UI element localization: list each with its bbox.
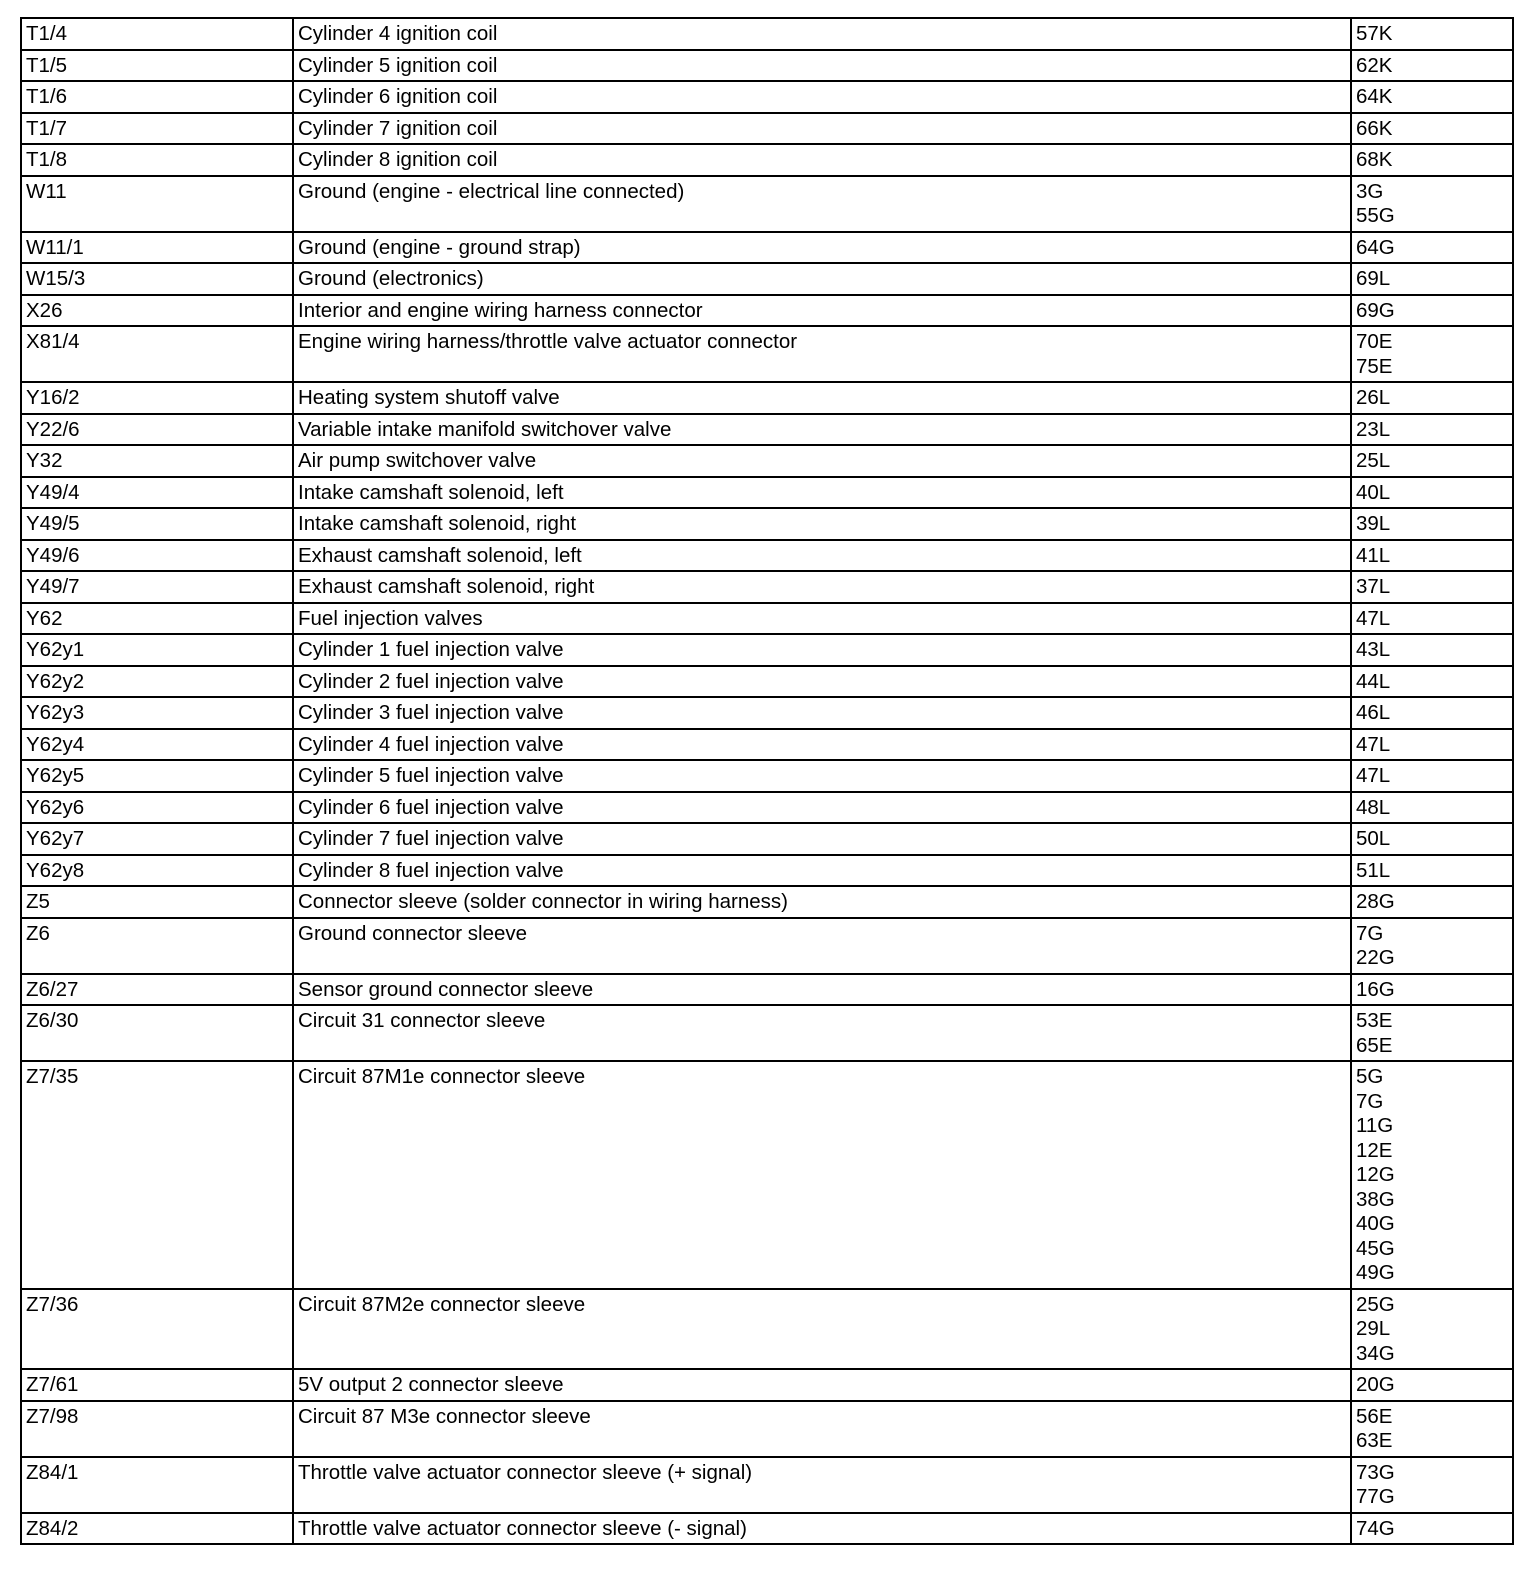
- component-code-cell: T1/6: [21, 81, 293, 113]
- table-row: [21, 729, 1513, 761]
- grid-reference-cell: [1351, 263, 1513, 295]
- table-row: [21, 974, 1513, 1006]
- component-description-cell: Air pump switchover valve: [293, 445, 1351, 477]
- component-description-cell: Intake camshaft solenoid, right: [293, 508, 1351, 540]
- table-row: [21, 1513, 1513, 1545]
- component-description-cell: Ground connector sleeve: [293, 918, 1351, 974]
- grid-reference: 70E: [1356, 330, 1393, 353]
- table-row: [21, 477, 1513, 509]
- grid-reference-cell: [1351, 18, 1513, 50]
- component-description-cell: Cylinder 6 fuel injection valve: [293, 792, 1351, 824]
- component-code-cell: Y62: [21, 603, 293, 635]
- grid-reference: 44L: [1356, 669, 1391, 693]
- component-description-cell: Ground (electronics): [293, 263, 1351, 295]
- component-code-cell: Z7/35: [21, 1061, 293, 1289]
- component-code-cell: Y49/5: [21, 508, 293, 540]
- grid-reference: 40L: [1356, 480, 1391, 504]
- grid-reference: 51L: [1356, 858, 1391, 882]
- table-row: [21, 326, 1513, 382]
- grid-reference: 62K: [1356, 53, 1393, 77]
- grid-reference: 12E: [1356, 1138, 1393, 1162]
- grid-reference-cell: [1351, 540, 1513, 572]
- grid-reference-cell: [1351, 414, 1513, 446]
- grid-reference: 69G: [1356, 298, 1395, 322]
- component-description-cell: Cylinder 7 fuel injection valve: [293, 823, 1351, 855]
- component-code-cell: T1/5: [21, 50, 293, 82]
- grid-reference: 53E: [1356, 1009, 1393, 1032]
- table-row: [21, 855, 1513, 887]
- grid-reference-cell: [1351, 1513, 1513, 1545]
- component-code-cell: Z7/61: [21, 1369, 293, 1401]
- table-row: [21, 50, 1513, 82]
- grid-reference: 37L: [1356, 575, 1391, 598]
- component-code-cell: Z6/30: [21, 1005, 293, 1061]
- grid-reference: 28G: [1356, 890, 1395, 913]
- component-description-cell: Circuit 31 connector sleeve: [293, 1005, 1351, 1061]
- grid-reference-cell: [1351, 295, 1513, 327]
- table-row: [21, 697, 1513, 729]
- grid-reference-cell: [1351, 729, 1513, 761]
- grid-reference: 64G: [1356, 235, 1395, 259]
- grid-reference: 65E: [1356, 1033, 1393, 1057]
- grid-reference: 77G: [1356, 1485, 1395, 1508]
- grid-reference-cell: [1351, 144, 1513, 176]
- grid-reference-cell: [1351, 918, 1513, 974]
- component-description-cell: Exhaust camshaft solenoid, right: [293, 571, 1351, 603]
- component-code-cell: W11: [21, 176, 293, 232]
- table-row: [21, 823, 1513, 855]
- component-code-cell: T1/8: [21, 144, 293, 176]
- component-description-cell: Variable intake manifold switchover valve: [293, 414, 1351, 446]
- grid-reference: 56E: [1356, 1404, 1393, 1428]
- table-row: [21, 232, 1513, 264]
- grid-reference: 16G: [1356, 977, 1395, 1001]
- grid-reference: 49G: [1356, 1261, 1395, 1284]
- component-code-cell: Z5: [21, 886, 293, 918]
- component-description-cell: Cylinder 5 fuel injection valve: [293, 760, 1351, 792]
- component-code-cell: Y62y7: [21, 823, 293, 855]
- grid-reference: 39L: [1356, 512, 1391, 535]
- component-description-cell: Connector sleeve (solder connector in wiring harness): [293, 886, 1351, 918]
- table-row: [21, 1369, 1513, 1401]
- component-code-cell: Y32: [21, 445, 293, 477]
- component-code-cell: Z6/27: [21, 974, 293, 1006]
- grid-reference: 7G: [1356, 1089, 1384, 1113]
- grid-reference: 46L: [1356, 701, 1391, 724]
- table-row: [21, 634, 1513, 666]
- grid-reference-cell: [1351, 326, 1513, 382]
- table-row: [21, 760, 1513, 792]
- component-code-cell: Y62y6: [21, 792, 293, 824]
- table-row: [21, 1061, 1513, 1289]
- grid-reference: 75E: [1356, 354, 1393, 378]
- grid-reference: 41L: [1356, 543, 1391, 567]
- component-code-cell: Y49/4: [21, 477, 293, 509]
- table-row: [21, 113, 1513, 145]
- component-description-cell: Cylinder 5 ignition coil: [293, 50, 1351, 82]
- grid-reference-cell: [1351, 571, 1513, 603]
- table-row: [21, 295, 1513, 327]
- table-row: [21, 886, 1513, 918]
- grid-reference: 23L: [1356, 417, 1391, 441]
- component-description-cell: Interior and engine wiring harness connector: [293, 295, 1351, 327]
- component-description-cell: Heating system shutoff valve: [293, 382, 1351, 414]
- grid-reference-cell: [1351, 445, 1513, 477]
- table-row: [21, 918, 1513, 974]
- component-description-cell: Circuit 87M1e connector sleeve: [293, 1061, 1351, 1289]
- component-description-cell: Engine wiring harness/throttle valve actuator connector: [293, 326, 1351, 382]
- grid-reference: 47L: [1356, 732, 1391, 756]
- table-row: [21, 603, 1513, 635]
- component-description-cell: Cylinder 7 ignition coil: [293, 113, 1351, 145]
- grid-reference: 29L: [1356, 1317, 1391, 1340]
- grid-reference: 73G: [1356, 1460, 1395, 1484]
- component-code-cell: Y62y3: [21, 697, 293, 729]
- component-description-cell: Cylinder 1 fuel injection valve: [293, 634, 1351, 666]
- grid-reference-cell: [1351, 477, 1513, 509]
- component-description-cell: Intake camshaft solenoid, left: [293, 477, 1351, 509]
- grid-reference-cell: [1351, 113, 1513, 145]
- component-description-cell: Circuit 87 M3e connector sleeve: [293, 1401, 1351, 1457]
- component-code-cell: Y49/7: [21, 571, 293, 603]
- grid-reference: 40G: [1356, 1212, 1395, 1235]
- grid-reference: 50L: [1356, 827, 1391, 850]
- component-code-cell: T1/4: [21, 18, 293, 50]
- grid-reference-cell: [1351, 603, 1513, 635]
- table-row: [21, 792, 1513, 824]
- component-code-cell: Z7/36: [21, 1289, 293, 1370]
- grid-reference: 57K: [1356, 22, 1393, 45]
- component-description-cell: Ground (engine - electrical line connected): [293, 176, 1351, 232]
- component-code-cell: Y62y4: [21, 729, 293, 761]
- grid-reference: 7G: [1356, 921, 1384, 945]
- grid-reference: 47L: [1356, 764, 1391, 787]
- component-description-cell: Cylinder 6 ignition coil: [293, 81, 1351, 113]
- component-code-cell: T1/7: [21, 113, 293, 145]
- component-code-cell: W11/1: [21, 232, 293, 264]
- grid-reference: 34G: [1356, 1341, 1395, 1365]
- grid-reference: 3G: [1356, 179, 1384, 203]
- table-row: [21, 1005, 1513, 1061]
- table-row: [21, 1457, 1513, 1513]
- table-body: [21, 18, 1513, 1544]
- component-description-cell: Exhaust camshaft solenoid, left: [293, 540, 1351, 572]
- component-code-cell: W15/3: [21, 263, 293, 295]
- grid-reference: 48L: [1356, 795, 1391, 819]
- grid-reference: 47L: [1356, 606, 1391, 630]
- grid-reference-cell: [1351, 760, 1513, 792]
- component-code-cell: Z84/2: [21, 1513, 293, 1545]
- component-description-cell: 5V output 2 connector sleeve: [293, 1369, 1351, 1401]
- component-description-cell: Cylinder 2 fuel injection valve: [293, 666, 1351, 698]
- component-code-cell: Z84/1: [21, 1457, 293, 1513]
- grid-reference-cell: [1351, 1061, 1513, 1289]
- component-description-cell: Ground (engine - ground strap): [293, 232, 1351, 264]
- grid-reference: 74G: [1356, 1516, 1395, 1540]
- component-description-cell: Cylinder 4 fuel injection valve: [293, 729, 1351, 761]
- table-row: [21, 508, 1513, 540]
- component-code-cell: Z7/98: [21, 1401, 293, 1457]
- table-row: [21, 176, 1513, 232]
- grid-reference-cell: [1351, 855, 1513, 887]
- table-row: [21, 81, 1513, 113]
- component-code-cell: X81/4: [21, 326, 293, 382]
- component-description-cell: Fuel injection valves: [293, 603, 1351, 635]
- grid-reference: 26L: [1356, 386, 1391, 409]
- component-code-cell: Y62y5: [21, 760, 293, 792]
- component-description-cell: Throttle valve actuator connector sleeve (- signal): [293, 1513, 1351, 1545]
- grid-reference: 68K: [1356, 148, 1393, 171]
- grid-reference-cell: [1351, 697, 1513, 729]
- component-description-cell: Circuit 87M2e connector sleeve: [293, 1289, 1351, 1370]
- grid-reference-cell: [1351, 81, 1513, 113]
- component-code-cell: Y49/6: [21, 540, 293, 572]
- component-code-cell: Y62y8: [21, 855, 293, 887]
- component-description-cell: Sensor ground connector sleeve: [293, 974, 1351, 1006]
- grid-reference: 63E: [1356, 1429, 1393, 1452]
- table-row: [21, 382, 1513, 414]
- grid-reference: 64K: [1356, 85, 1393, 108]
- grid-reference: 11G: [1356, 1114, 1394, 1137]
- grid-reference-cell: [1351, 50, 1513, 82]
- table-row: [21, 18, 1513, 50]
- grid-reference-cell: [1351, 1369, 1513, 1401]
- grid-reference: 22G: [1356, 946, 1395, 969]
- grid-reference: 66K: [1356, 116, 1393, 140]
- grid-reference-cell: [1351, 634, 1513, 666]
- grid-reference-cell: [1351, 1457, 1513, 1513]
- grid-reference: 38G: [1356, 1187, 1395, 1211]
- component-description-cell: Cylinder 3 fuel injection valve: [293, 697, 1351, 729]
- component-code-cell: Y16/2: [21, 382, 293, 414]
- grid-reference-cell: [1351, 1401, 1513, 1457]
- component-description-cell: Cylinder 8 fuel injection valve: [293, 855, 1351, 887]
- component-code-cell: Z6: [21, 918, 293, 974]
- grid-reference: 55G: [1356, 204, 1395, 227]
- component-description-cell: Throttle valve actuator connector sleeve (+ signal): [293, 1457, 1351, 1513]
- grid-reference: 5G: [1356, 1065, 1384, 1088]
- grid-reference: 25G: [1356, 1292, 1395, 1316]
- grid-reference-cell: [1351, 974, 1513, 1006]
- grid-reference: 45G: [1356, 1236, 1395, 1260]
- table-row: [21, 414, 1513, 446]
- grid-reference: 12G: [1356, 1163, 1395, 1186]
- component-code-cell: X26: [21, 295, 293, 327]
- grid-reference-cell: [1351, 232, 1513, 264]
- grid-reference-cell: [1351, 886, 1513, 918]
- grid-reference-cell: [1351, 1289, 1513, 1370]
- table-row: [21, 571, 1513, 603]
- table-row: [21, 144, 1513, 176]
- grid-reference-cell: [1351, 1005, 1513, 1061]
- grid-reference-cell: [1351, 176, 1513, 232]
- component-code-cell: Y22/6: [21, 414, 293, 446]
- grid-reference: 69L: [1356, 267, 1391, 290]
- grid-reference: 43L: [1356, 638, 1391, 661]
- table-row: [21, 540, 1513, 572]
- component-code-cell: Y62y2: [21, 666, 293, 698]
- grid-reference-cell: [1351, 823, 1513, 855]
- table-row: [21, 666, 1513, 698]
- grid-reference-cell: [1351, 666, 1513, 698]
- component-description-cell: Cylinder 8 ignition coil: [293, 144, 1351, 176]
- grid-reference: 20G: [1356, 1373, 1395, 1396]
- component-description-cell: Cylinder 4 ignition coil: [293, 18, 1351, 50]
- grid-reference-cell: [1351, 792, 1513, 824]
- table-row: [21, 1401, 1513, 1457]
- table-row: [21, 445, 1513, 477]
- grid-reference-cell: [1351, 382, 1513, 414]
- grid-reference-cell: [1351, 508, 1513, 540]
- component-index-table: [20, 17, 1514, 1545]
- table-row: [21, 263, 1513, 295]
- table-row: [21, 1289, 1513, 1370]
- grid-reference: 25L: [1356, 449, 1391, 472]
- component-code-cell: Y62y1: [21, 634, 293, 666]
